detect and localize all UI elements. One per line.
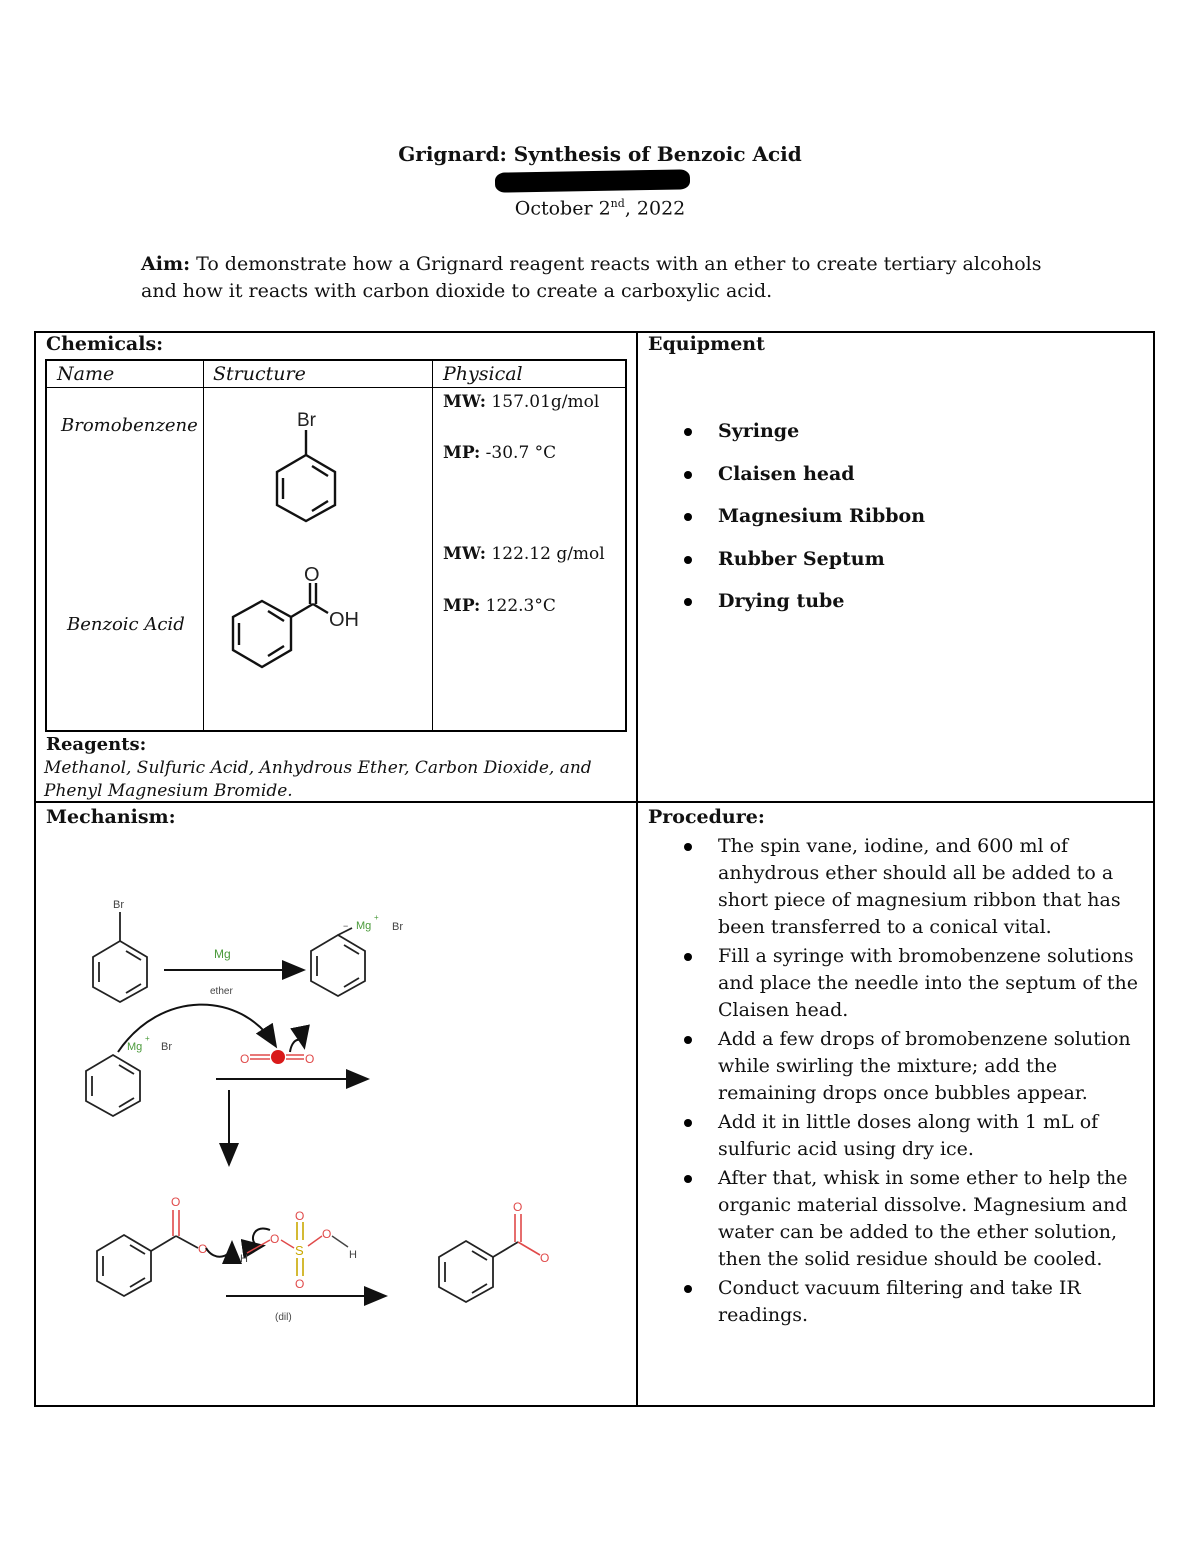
aim-label: Aim: — [141, 253, 191, 275]
struct-br-label: Br — [297, 410, 316, 431]
struct-oh-label: OH — [329, 609, 359, 631]
svg-text:H: H — [349, 1249, 357, 1261]
mech-br-label: Br — [113, 899, 124, 911]
reagents-text: Methanol, Sulfuric Acid, Anhydrous Ether, Carbon Dioxide, and Phenyl Magnesium Bromide. — [44, 758, 592, 801]
mw-bromobenzene: MW: 157.01g/mol — [443, 392, 600, 412]
equipment-heading: Equipment — [648, 333, 765, 355]
mech-dil-label: (dil) — [275, 1312, 292, 1323]
document-title: Grignard: Synthesis of Benzoic Acid — [398, 142, 802, 166]
svg-text:+: + — [374, 913, 379, 922]
mech-br3-label: Br — [161, 1041, 172, 1053]
chemicals-table — [45, 359, 627, 732]
aim-text: To demonstrate how a Grignard reagent reacts with an ether to create tertiary alcohols and how it reacts with carbon dioxide to create a carboxylic acid. — [141, 253, 1042, 302]
list-item: The spin vane, iodine, and 600 ml of anhydrous ether should all be added to a short piece of magnesium ribbon that has been transferred to a conical vital. — [680, 833, 1150, 941]
col-header-structure: Structure — [213, 363, 306, 385]
mech-mg-plus2-label: Mg — [127, 1041, 143, 1053]
chem-name-bromobenzene: Bromobenzene — [61, 415, 198, 436]
reagents-label: Reagents: — [46, 734, 147, 755]
svg-text:O: O — [295, 1209, 305, 1223]
svg-text:O: O — [270, 1232, 280, 1246]
procedure-list — [680, 833, 1150, 1331]
equipment-list — [680, 414, 925, 627]
redacted-author — [495, 169, 690, 192]
list-item: Claisen head — [680, 457, 925, 500]
svg-text:+: + — [145, 1034, 150, 1043]
mech-mg-label: Mg — [214, 947, 231, 961]
svg-text:O: O — [322, 1227, 332, 1241]
list-item: Conduct vacuum filtering and take IR readings. — [680, 1275, 1150, 1329]
mech-mg-plus-label: Mg — [356, 920, 372, 932]
svg-text:O: O — [240, 1052, 250, 1066]
list-item: Add a few drops of bromobenzene solution while swirling the mixture; add the remaining drops once bubbles appear. — [680, 1026, 1150, 1107]
mw-benzoic-acid: MW: 122.12 g/mol — [443, 544, 605, 564]
mech-s-label: S — [295, 1243, 304, 1258]
list-item: Magnesium Ribbon — [680, 499, 925, 542]
svg-text:−: − — [343, 921, 349, 931]
list-item: Syringe — [680, 414, 925, 457]
procedure-heading: Procedure: — [648, 806, 765, 828]
svg-text:O: O — [171, 1195, 181, 1209]
aim-statement — [141, 251, 1061, 305]
svg-text:O: O — [305, 1052, 315, 1066]
mech-br2-label: Br — [392, 921, 403, 933]
document-date: October 2nd, 2022 — [514, 197, 686, 220]
col-header-name: Name — [57, 363, 115, 385]
mech-o-label: O — [513, 1200, 523, 1214]
list-item: Drying tube — [680, 584, 925, 627]
list-item: Fill a syringe with bromobenzene solutions and place the needle into the septum of the Claisen head. — [680, 943, 1150, 1024]
mp-bromobenzene: MP: -30.7 °C — [443, 443, 557, 463]
list-item: Add it in little doses along with 1 mL of sulfuric acid using dry ice. — [680, 1109, 1150, 1163]
svg-text:O: O — [540, 1251, 550, 1265]
struct-o-label: O — [304, 564, 320, 586]
svg-text:O: O — [295, 1277, 305, 1291]
svg-text:O: O — [198, 1242, 208, 1256]
mechanism-heading: Mechanism: — [46, 806, 176, 828]
chemicals-heading: Chemicals: — [46, 333, 164, 355]
col-header-physical: Physical — [443, 363, 523, 385]
list-item: Rubber Septum — [680, 542, 925, 585]
mech-h-label: H — [240, 1253, 248, 1265]
list-item: After that, whisk in some ether to help the organic material dissolve. Magnesium and water can be added to the ether solution, then the solid residue should be cooled. — [680, 1165, 1150, 1273]
mp-benzoic-acid: MP: 122.3°C — [443, 596, 556, 616]
table-divider-vertical — [636, 331, 638, 1407]
mech-ether-label: ether — [210, 986, 233, 997]
chem-name-benzoic-acid: Benzoic Acid — [67, 614, 185, 635]
